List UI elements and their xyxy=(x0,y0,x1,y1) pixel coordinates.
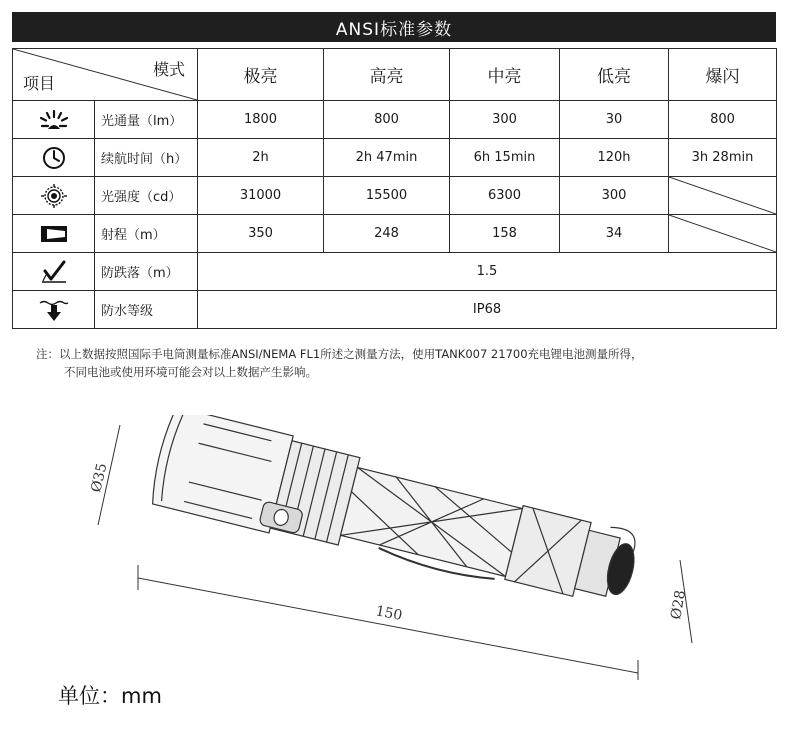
value-cell: 300 xyxy=(560,177,669,215)
impact-resistance-icon xyxy=(37,259,71,285)
spec-table xyxy=(12,48,777,329)
footnote xyxy=(36,345,776,381)
footnote-line-1: 注：以上数据按照国际手电筒测量标准ANSI/NEMA FL1所述之测量方法，使用TANK007 21700充电锂电池测量所得， xyxy=(36,347,643,361)
row-label-lumens: 光通量（lm） xyxy=(95,101,198,139)
head-diameter-label: Ø35 xyxy=(88,461,111,494)
beam-distance-icon xyxy=(37,221,71,247)
mode-header-high: 高亮 xyxy=(324,49,450,101)
row-label-intensity: 光强度（cd） xyxy=(95,177,198,215)
page-title: ANSI标准参数 xyxy=(12,12,776,42)
value-cell: 34 xyxy=(560,215,669,253)
value-cell: 6h 15min xyxy=(450,139,560,177)
intensity-icon xyxy=(37,183,71,209)
row-label-runtime: 续航时间（h） xyxy=(95,139,198,177)
row-label-beam-distance: 射程（m） xyxy=(95,215,198,253)
footnote-line-2: 不同电池或使用环境可能会对以上数据产生影响。 xyxy=(64,365,317,379)
value-cell: 158 xyxy=(450,215,560,253)
item-header-label: 项目 xyxy=(23,74,56,93)
table-row-waterproof xyxy=(13,291,777,329)
mode-header-medium: 中亮 xyxy=(450,49,560,101)
lumens-icon xyxy=(37,107,71,133)
tail-diameter-label: Ø28 xyxy=(668,589,690,621)
mode-header-strobe: 爆闪 xyxy=(669,49,777,101)
value-cell: 2h 47min xyxy=(324,139,450,177)
impact-resistance-icon-cell xyxy=(13,253,95,291)
value-cell-merged: 1.5 xyxy=(198,253,777,291)
empty-value-cell xyxy=(669,177,777,215)
water-resistance-icon-cell xyxy=(13,291,95,329)
clock-icon xyxy=(37,145,71,171)
mode-header-low: 低亮 xyxy=(560,49,669,101)
value-cell-merged: IP68 xyxy=(198,291,777,329)
lumens-icon-cell xyxy=(13,101,95,139)
table-row-runtime xyxy=(13,139,777,177)
value-cell: 30 xyxy=(560,101,669,139)
table-row-intensity xyxy=(13,177,777,215)
value-cell: 300 xyxy=(450,101,560,139)
value-cell: 15500 xyxy=(324,177,450,215)
length-label: 150 xyxy=(374,603,404,625)
water-resistance-icon xyxy=(37,297,71,323)
value-cell: 6300 xyxy=(450,177,560,215)
table-row-lumens xyxy=(13,101,777,139)
value-cell: 120h xyxy=(560,139,669,177)
table-header-row xyxy=(13,49,777,101)
value-cell: 800 xyxy=(669,101,777,139)
value-cell: 800 xyxy=(324,101,450,139)
mode-header-label: 模式 xyxy=(152,60,185,79)
beam-distance-icon-cell xyxy=(13,215,95,253)
value-cell: 3h 28min xyxy=(669,139,777,177)
clock-icon-cell xyxy=(13,139,95,177)
header-diagonal-cell xyxy=(13,49,198,101)
row-label-waterproof: 防水等级 xyxy=(95,291,198,329)
mode-header-turbo: 极亮 xyxy=(198,49,324,101)
table-row-impact xyxy=(13,253,777,291)
value-cell: 1800 xyxy=(198,101,324,139)
table-row-beam-distance xyxy=(13,215,777,253)
value-cell: 2h xyxy=(198,139,324,177)
value-cell: 31000 xyxy=(198,177,324,215)
empty-value-cell xyxy=(669,215,777,253)
intensity-icon-cell xyxy=(13,177,95,215)
value-cell: 350 xyxy=(198,215,324,253)
row-label-impact: 防跌落（m） xyxy=(95,253,198,291)
value-cell: 248 xyxy=(324,215,450,253)
flashlight-drawing xyxy=(80,415,720,685)
unit-label: 单位：mm xyxy=(58,684,162,708)
